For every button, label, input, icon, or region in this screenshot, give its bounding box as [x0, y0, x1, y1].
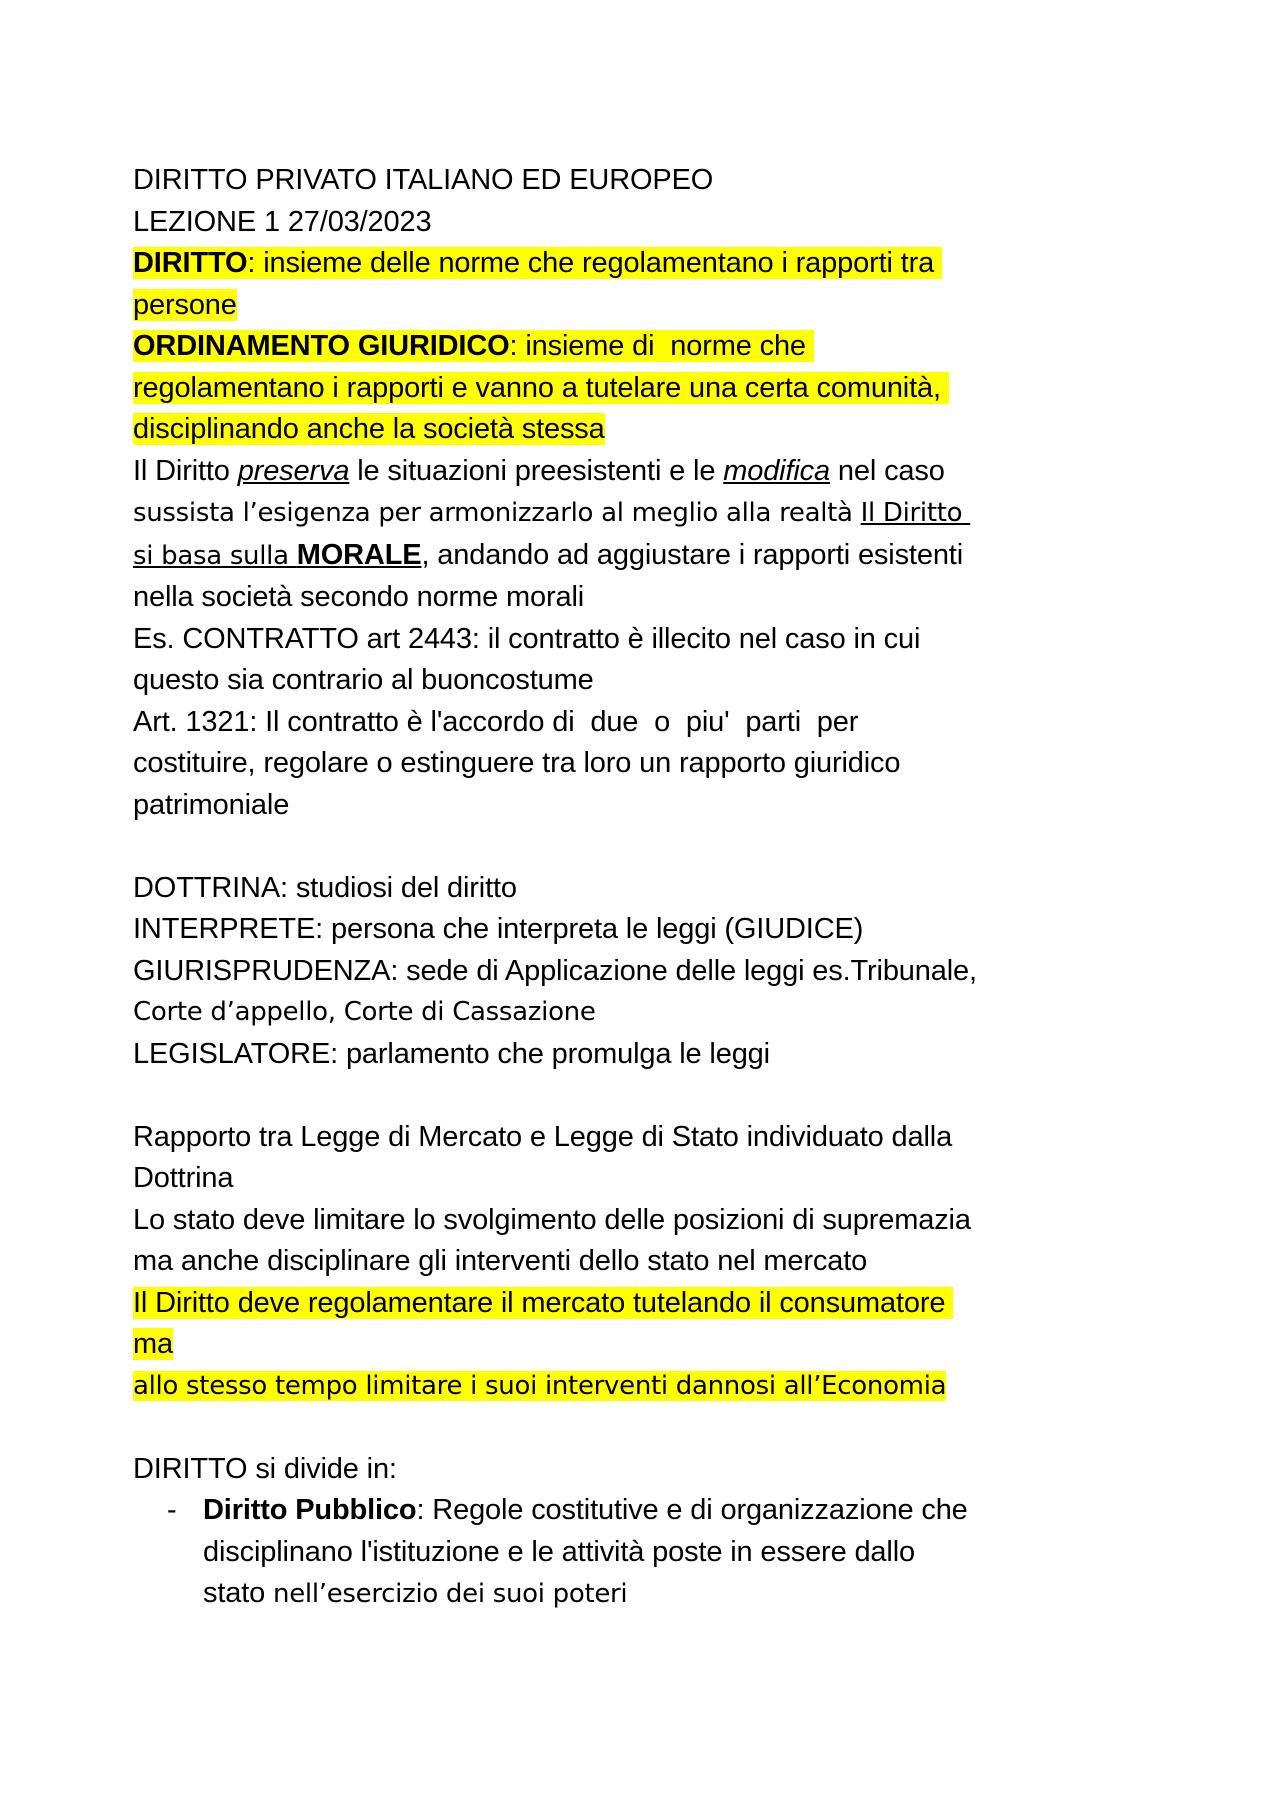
list-item-definition: : Regole costitutive e di organizzazione che disciplinano l'istituzione e le attività poste in essere dallo stato	[203, 1494, 976, 1609]
mercato-stato-line1: Lo stato deve limitare lo svolgimento delle posizioni di supremazia	[133, 1203, 971, 1236]
morale-underline-prefix: Il Diritto si basa sulla	[133, 498, 971, 571]
bullet-marker-icon: -	[167, 1494, 177, 1526]
document-body	[133, 160, 978, 1616]
modifica-emphasis: modifica	[723, 454, 831, 487]
glossary-interprete: INTERPRETE: persona che interpreta le leggi (GIUDICE)	[133, 913, 864, 945]
glossary-dottrina: DOTTRINA: studiosi del diritto	[133, 871, 517, 904]
glossary-legislatore: LEGISLATORE: parlamento che promulga le leggi	[133, 1037, 770, 1070]
preserva-part5: , andando ad aggiustare i rapporti esistenti nella società secondo norme morali	[133, 538, 971, 613]
mercato-highlight-text-2: allo stesso tempo limitare i suoi interventi dannosi all’Economia	[133, 1370, 947, 1401]
list-item	[133, 1490, 978, 1616]
paragraph-preserva	[133, 451, 978, 619]
example-contratto: Es. CONTRATTO art 2443: il contratto è illecito nel caso in cui questo sia contrario al buoncostume	[133, 622, 929, 696]
mercato-highlight-line1	[133, 1283, 978, 1366]
preserva-part4: sussista l’esigenza per armonizzarlo al meglio alla realtà	[133, 498, 861, 528]
list-item-content	[203, 1490, 978, 1616]
preserva-part2: le situazioni preesistenti e le	[349, 454, 724, 487]
list-item-term: Diritto Pubblico	[203, 1494, 417, 1526]
mercato-stato-line2: ma anche disciplinare gli interventi dello stato nel mercato	[133, 1245, 868, 1277]
glossary-corti: Corte d’appello, Corte di Cassazione	[133, 997, 596, 1027]
document-title: DIRITTO PRIVATO ITALIANO ED EUROPEO	[133, 164, 714, 196]
spacer-1	[133, 826, 978, 868]
preserva-part1: Il Diritto	[133, 454, 238, 487]
definition-diritto	[133, 243, 978, 326]
glossary-giurisprudenza: GIURISPRUDENZA: sede di Applicazione delle leggi es.Tribunale,	[133, 954, 977, 987]
preserva-part3: nel caso	[830, 454, 953, 487]
spacer-3	[133, 1407, 978, 1449]
lesson-line: LEZIONE 1 27/03/2023	[133, 205, 432, 238]
example-art1321: Art. 1321: Il contratto è l'accordo di due o piu' parti per costituire, regolare o estinguere tra loro un rapporto giuridico patrimoniale	[133, 705, 909, 821]
mercato-highlight-text-1: Il Diritto deve regolamentare il mercato tutelando il consumatore ma	[133, 1286, 954, 1360]
mercato-rapporto: Rapporto tra Legge di Mercato e Legge di Stato individuato dalla Dottrina	[133, 1120, 960, 1194]
definition-ordinamento	[133, 326, 978, 451]
definition-diritto-text: : insieme delle norme che regolamentano i rapporti tra persone	[133, 247, 942, 321]
list-item-definition-tail: nell’esercizio dei suoi poteri	[273, 1579, 628, 1609]
definition-ordinamento-text: : insieme di norme che regolamentano i rapporti e vanno a tutelare una certa comunità, disciplinando anche la società stessa	[133, 330, 949, 445]
spacer-2	[133, 1075, 978, 1117]
divisione-intro: DIRITTO si divide in:	[133, 1452, 397, 1485]
morale-term: MORALE	[296, 538, 422, 571]
definition-ordinamento-term: ORDINAMENTO GIURIDICO	[133, 330, 510, 362]
definition-diritto-term: DIRITTO	[133, 247, 248, 279]
mercato-highlight-line2	[133, 1366, 978, 1408]
preserva-emphasis: preserva	[237, 454, 350, 487]
